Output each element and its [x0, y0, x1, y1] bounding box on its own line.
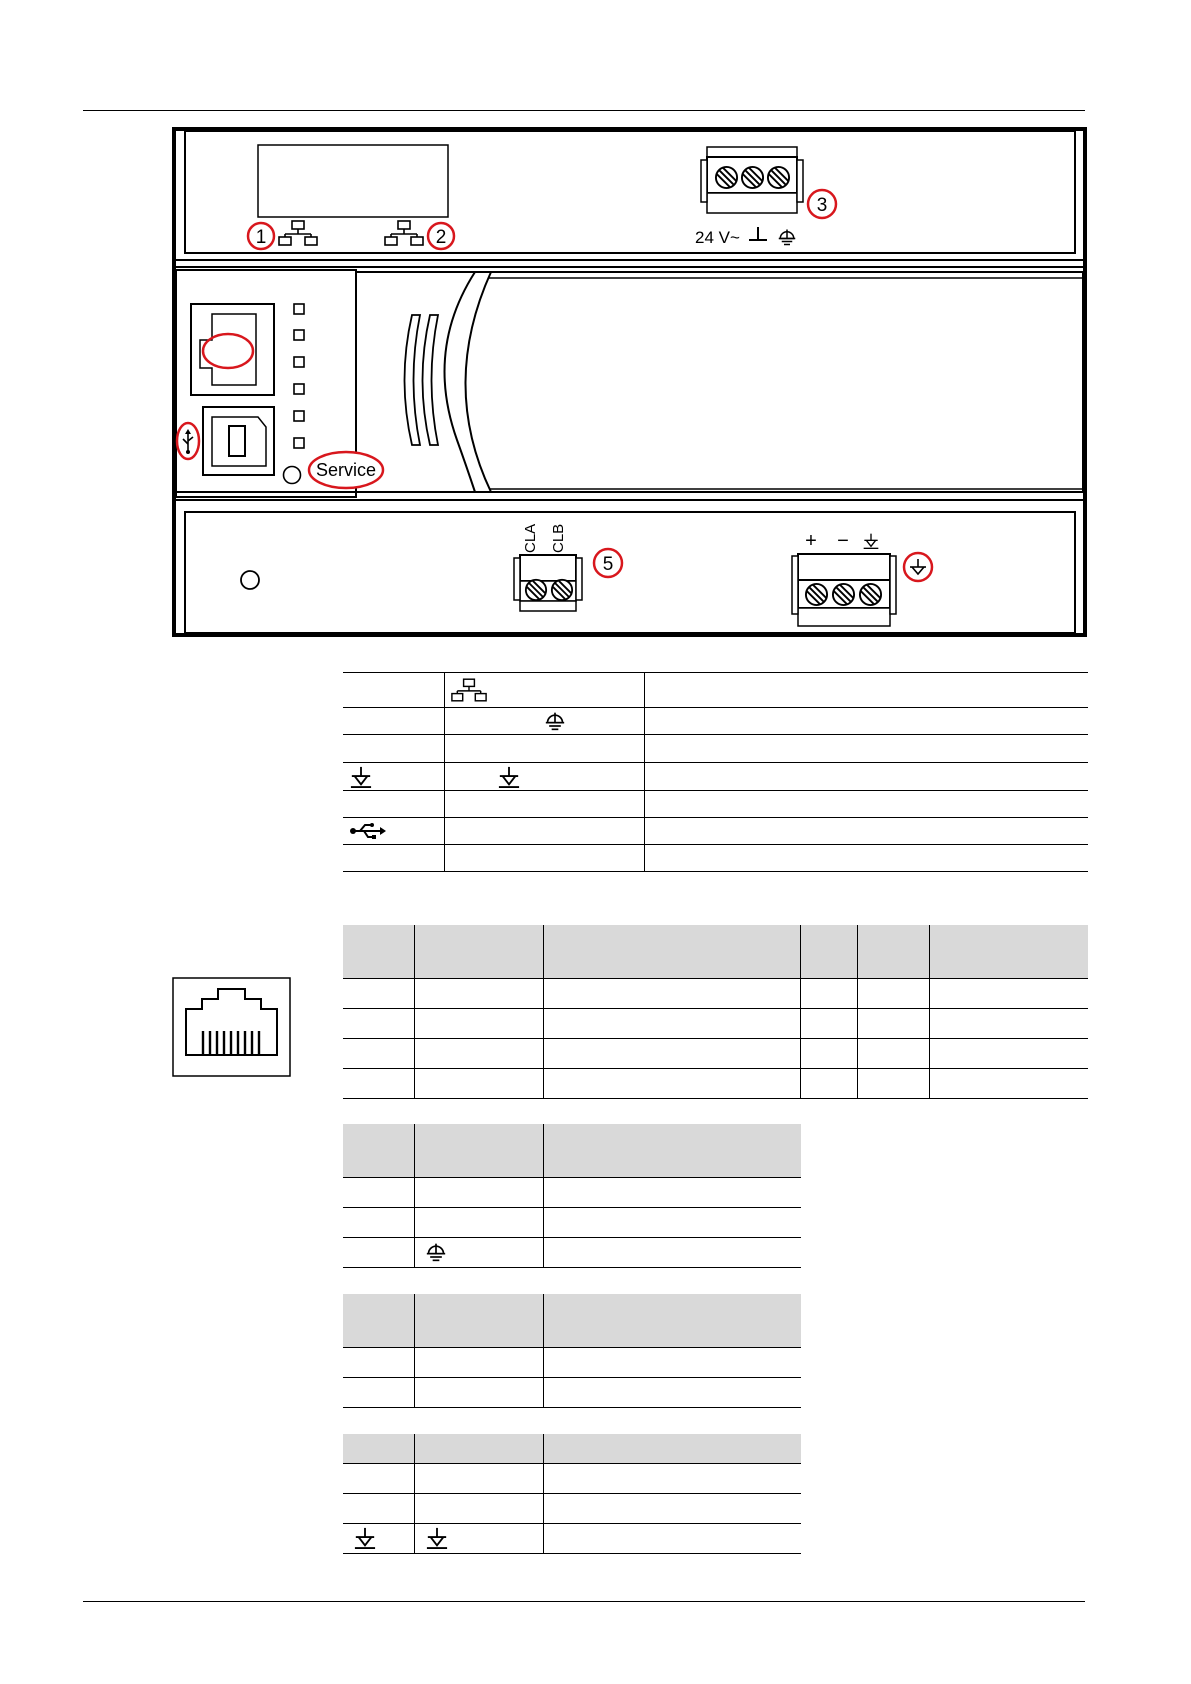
table-row — [343, 845, 1088, 872]
table-row — [343, 1237, 801, 1267]
callout-1: 1 — [255, 227, 267, 248]
protective-earth-icon — [544, 711, 566, 731]
power-label: 24 V~ — [695, 228, 740, 247]
bus-label-clb: CLB — [550, 523, 567, 553]
device-front-drawing — [0, 0, 1191, 650]
protective-earth-icon — [425, 1242, 447, 1262]
bus-label-cla: CLA — [522, 523, 539, 553]
table-row — [343, 791, 1088, 818]
network-icon — [451, 677, 487, 703]
functional-earth-icon — [424, 1527, 450, 1549]
table-row — [343, 673, 1088, 708]
table-row — [343, 1523, 801, 1553]
footer-rule — [83, 1601, 1085, 1602]
rj45-pinout-table — [343, 925, 1088, 1099]
table-row — [343, 1493, 801, 1523]
usb-icon — [349, 821, 387, 841]
callout-2: 2 — [435, 227, 447, 248]
callout-3: 3 — [816, 195, 828, 216]
symbol-legend-table — [343, 672, 1088, 872]
table-row — [343, 763, 1088, 791]
table-row — [343, 1463, 801, 1493]
table-row — [343, 978, 1088, 1008]
supply-terminal-table — [343, 1434, 801, 1554]
table-row — [343, 1038, 1088, 1068]
bottom-indicator — [241, 571, 259, 589]
table-row — [343, 1008, 1088, 1038]
table-row — [343, 1377, 801, 1407]
ground-icon — [348, 766, 374, 788]
table-row — [343, 735, 1088, 763]
table-row — [343, 1207, 801, 1237]
ground-icon — [352, 1527, 378, 1549]
bus-terminal-table — [343, 1294, 801, 1408]
rj45-jack-icon — [172, 977, 291, 1077]
table-row — [343, 1068, 1088, 1098]
functional-earth-icon — [496, 766, 522, 788]
table-row — [343, 1177, 801, 1207]
table-row — [343, 708, 1088, 735]
service-button — [284, 467, 301, 484]
display-window — [258, 145, 448, 217]
table-row — [343, 818, 1088, 845]
terminal-plus: + — [805, 530, 817, 552]
service-label: Service — [315, 460, 377, 480]
terminal-minus: − — [837, 530, 849, 552]
power-terminal-table — [343, 1124, 801, 1268]
callout-5: 5 — [602, 554, 614, 575]
table-row — [343, 1347, 801, 1377]
